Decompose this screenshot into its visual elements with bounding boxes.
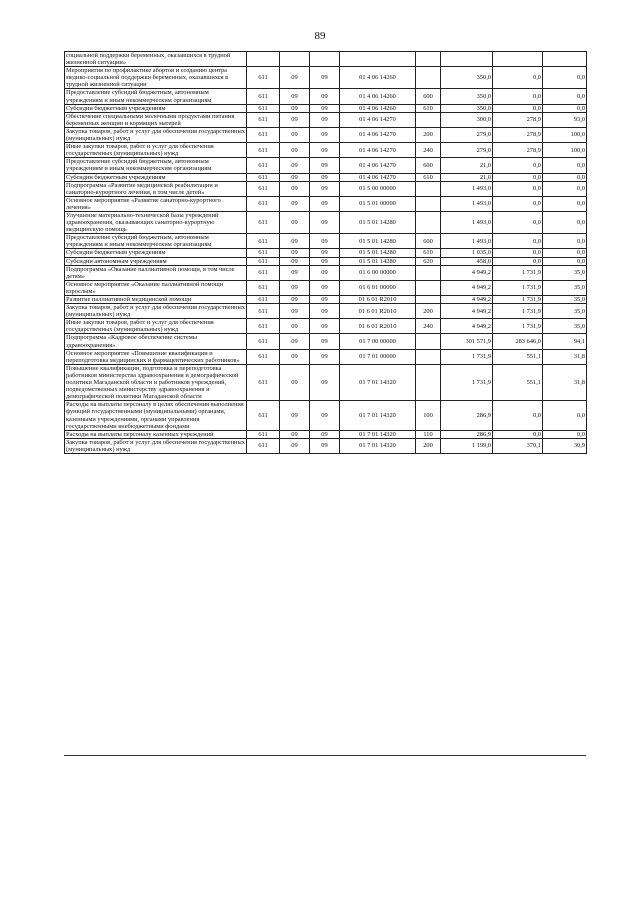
cell-name: Субсидии автономным учреждениям [65, 257, 247, 265]
cell-name: Основное мероприятие «Развитие санаторно-курортного лечения» [65, 196, 247, 211]
cell-expense-type: 200 [416, 304, 441, 319]
table-row [65, 211, 587, 233]
cell-planned-amount: 1 199,0 [441, 438, 493, 453]
cell-ministry: 611 [247, 127, 280, 142]
cell-target-code: 01 4 06 14270 [340, 127, 416, 142]
cell-expense-type: 200 [416, 127, 441, 142]
table-row [65, 430, 587, 438]
cell-section: 09 [280, 143, 310, 158]
cell-subsection: 09 [310, 67, 340, 89]
cell-execution-percent: 0,0 [543, 181, 587, 196]
cell-subsection: 09 [310, 173, 340, 181]
cell-section: 09 [280, 112, 310, 127]
cell-section: 09 [280, 104, 310, 112]
cell-planned-amount: 300,0 [441, 112, 493, 127]
cell-expense-type [416, 296, 441, 304]
cell-name: Предоставление субсидий бюджетным, автономным учреждениям и иным некоммерческим организациям [65, 158, 247, 173]
cell-execution-percent: 31,8 [543, 349, 587, 364]
cell-subsection: 09 [310, 112, 340, 127]
cell-ministry: 611 [247, 319, 280, 334]
cell-section: 09 [280, 438, 310, 453]
cell-subsection: 09 [310, 364, 340, 400]
cell-executed-amount: 278,9 [493, 112, 543, 127]
cell-expense-type: 600 [416, 158, 441, 173]
cell-subsection: 09 [310, 430, 340, 438]
cell-expense-type [416, 280, 441, 295]
cell-section: 09 [280, 304, 310, 319]
cell-target-code: 01 7 01 14320 [340, 401, 416, 430]
cell-target-code: 01 4 06 14260 [340, 89, 416, 104]
cell-section: 09 [280, 89, 310, 104]
cell-subsection: 09 [310, 89, 340, 104]
cell-planned-amount: 4 949,2 [441, 265, 493, 280]
cell-subsection: 09 [310, 296, 340, 304]
cell-section: 09 [280, 211, 310, 233]
cell-ministry: 611 [247, 211, 280, 233]
cell-subsection: 09 [310, 127, 340, 142]
table-row [65, 112, 587, 127]
cell-planned-amount: 1 493,0 [441, 196, 493, 211]
cell-name: Предоставление субсидий бюджетным, автономным учреждениям и иным некоммерческим организациям [65, 89, 247, 104]
cell-execution-percent: 0,0 [543, 430, 587, 438]
cell-expense-type [416, 181, 441, 196]
cell-ministry: 611 [247, 112, 280, 127]
cell-execution-percent: 0,0 [543, 211, 587, 233]
cell-ministry: 611 [247, 104, 280, 112]
cell-planned-amount: 1 493,0 [441, 234, 493, 249]
cell-name: Подпрограмма «Кадровое обеспечение системы здравоохранения» [65, 334, 247, 349]
cell-execution-percent: 35,0 [543, 319, 587, 334]
cell-planned-amount: 4 949,2 [441, 296, 493, 304]
cell-name: Повышение квалификации, подготовка и переподготовка работников министерства здравоохранения и демографической политики Магаданской области и работников учреждений, подведомственных министерству здравоохранения и демографической политики Магаданской области [65, 364, 247, 400]
cell-target-code: 01 4 06 14270 [340, 143, 416, 158]
cell-execution-percent: 0,0 [543, 401, 587, 430]
cell-target-code: 01 5 01 14280 [340, 211, 416, 233]
cell-subsection [310, 52, 340, 67]
cell-name: Мероприятия по профилактике абортов и созданию центра медико-социальной поддержки беременных, оказавшихся в трудной жизненной ситуации [65, 67, 247, 89]
cell-section: 09 [280, 181, 310, 196]
table-row [65, 143, 587, 158]
cell-expense-type: 610 [416, 173, 441, 181]
cell-section: 09 [280, 67, 310, 89]
cell-ministry: 611 [247, 67, 280, 89]
cell-expense-type [416, 211, 441, 233]
cell-expense-type: 240 [416, 143, 441, 158]
cell-target-code: 01 4 06 14270 [340, 173, 416, 181]
cell-ministry [247, 52, 280, 67]
cell-planned-amount: 1 731,9 [441, 364, 493, 400]
cell-subsection: 09 [310, 234, 340, 249]
table-row [65, 104, 587, 112]
cell-executed-amount: 1 731,9 [493, 296, 543, 304]
cell-execution-percent: 0,0 [543, 89, 587, 104]
cell-ministry: 611 [247, 196, 280, 211]
cell-ministry: 611 [247, 364, 280, 400]
cell-ministry: 611 [247, 304, 280, 319]
cell-expense-type [416, 67, 441, 89]
cell-name: Расходы на выплаты персоналу казенных учреждений [65, 430, 247, 438]
table-row [65, 438, 587, 453]
cell-subsection: 09 [310, 304, 340, 319]
table-row [65, 127, 587, 142]
cell-subsection: 09 [310, 349, 340, 364]
cell-section [280, 52, 310, 67]
cell-target-code: 01 7 01 00000 [340, 349, 416, 364]
cell-target-code: 01 4 06 14260 [340, 104, 416, 112]
cell-section: 09 [280, 280, 310, 295]
cell-subsection: 09 [310, 196, 340, 211]
cell-expense-type [416, 112, 441, 127]
cell-executed-amount: 0,0 [493, 196, 543, 211]
table-row [65, 158, 587, 173]
cell-target-code: 01 5 00 00000 [340, 181, 416, 196]
cell-name: Основное мероприятие «Оказание паллиативной помощи взрослым» [65, 280, 247, 295]
cell-ministry: 611 [247, 280, 280, 295]
table-row [65, 364, 587, 400]
cell-name: Улучшение материально-технической базы учреждений здравоохранения, оказывающих санаторно-курортную медицинскую помощь [65, 211, 247, 233]
cell-planned-amount: 458,0 [441, 257, 493, 265]
cell-ministry: 611 [247, 89, 280, 104]
cell-expense-type: 100 [416, 401, 441, 430]
cell-section: 09 [280, 401, 310, 430]
cell-executed-amount: 0,0 [493, 401, 543, 430]
table-row [65, 296, 587, 304]
cell-execution-percent: 0,0 [543, 234, 587, 249]
table-body [65, 52, 587, 454]
cell-ministry: 611 [247, 349, 280, 364]
cell-expense-type: 110 [416, 430, 441, 438]
cell-expense-type: 600 [416, 89, 441, 104]
cell-executed-amount: 0,0 [493, 181, 543, 196]
cell-ministry: 611 [247, 296, 280, 304]
cell-ministry: 611 [247, 143, 280, 158]
cell-target-code: 01 6 01 00000 [340, 280, 416, 295]
cell-planned-amount: 279,0 [441, 143, 493, 158]
cell-ministry: 611 [247, 265, 280, 280]
cell-executed-amount: 0,0 [493, 211, 543, 233]
cell-executed-amount: 1 731,9 [493, 319, 543, 334]
cell-name: Расходы на выплаты персоналу в целях обеспечения выполнения функций государственными (муниципальными) органами, казенными учреждениями, органами управления государственными внебюджетными фондами [65, 401, 247, 430]
cell-expense-type: 240 [416, 319, 441, 334]
cell-planned-amount: 4 949,2 [441, 319, 493, 334]
cell-planned-amount: 4 949,2 [441, 280, 493, 295]
cell-expense-type: 620 [416, 257, 441, 265]
cell-target-code: 01 5 01 14280 [340, 257, 416, 265]
cell-executed-amount: 1 731,9 [493, 304, 543, 319]
cell-target-code: 01 6 01 R2010 [340, 296, 416, 304]
table-row [65, 401, 587, 430]
cell-executed-amount: 0,0 [493, 67, 543, 89]
cell-expense-type [416, 196, 441, 211]
page-number: 89 [314, 30, 326, 42]
cell-expense-type [416, 364, 441, 400]
cell-executed-amount: 551,1 [493, 349, 543, 364]
cell-executed-amount [493, 52, 543, 67]
cell-name: Субсидии бюджетным учреждениям [65, 173, 247, 181]
cell-target-code [340, 52, 416, 67]
cell-executed-amount: 1 731,9 [493, 265, 543, 280]
cell-subsection: 09 [310, 319, 340, 334]
cell-ministry: 611 [247, 257, 280, 265]
cell-execution-percent: 0,0 [543, 67, 587, 89]
cell-executed-amount: 278,9 [493, 127, 543, 142]
cell-executed-amount: 1 731,9 [493, 280, 543, 295]
cell-planned-amount: 1 035,0 [441, 249, 493, 257]
cell-executed-amount: 0,0 [493, 173, 543, 181]
cell-subsection: 09 [310, 143, 340, 158]
cell-planned-amount: 1 493,0 [441, 181, 493, 196]
cell-target-code: 01 6 01 R2010 [340, 319, 416, 334]
table-row [65, 249, 587, 257]
cell-expense-type: 610 [416, 104, 441, 112]
cell-planned-amount: 279,0 [441, 127, 493, 142]
cell-execution-percent: 0,0 [543, 249, 587, 257]
cell-ministry: 611 [247, 430, 280, 438]
cell-target-code: 01 6 00 00000 [340, 265, 416, 280]
cell-section: 09 [280, 334, 310, 349]
cell-target-code: 01 4 06 14270 [340, 158, 416, 173]
cell-name: Иные закупки товаров, работ и услуг для обеспечения государственных (муниципальных) нужд [65, 319, 247, 334]
table-row [65, 265, 587, 280]
cell-subsection: 09 [310, 249, 340, 257]
cell-execution-percent: 0,0 [543, 173, 587, 181]
cell-target-code: 01 7 01 14320 [340, 364, 416, 400]
cell-execution-percent [543, 52, 587, 67]
cell-planned-amount: 286,9 [441, 401, 493, 430]
cell-section: 09 [280, 430, 310, 438]
cell-execution-percent: 0,0 [543, 196, 587, 211]
table-row [65, 173, 587, 181]
cell-target-code: 01 6 01 R2010 [340, 304, 416, 319]
cell-executed-amount: 0,0 [493, 104, 543, 112]
cell-name: Закупка товаров, работ и услуг для обеспечения государственных (муниципальных) нужд [66, 127, 245, 143]
cell-ministry: 611 [247, 334, 280, 349]
cell-target-code: 01 7 00 00000 [340, 334, 416, 349]
cell-name: социальной поддержки беременных, оказавшихся в трудной жизненной ситуации» [65, 52, 247, 67]
cell-name: Подпрограмма «Оказание паллиативной помощи, в том числе детям» [65, 265, 247, 280]
cell-name: Предоставление субсидий бюджетным, автономным учреждениям и иным некоммерческим организациям [65, 234, 247, 249]
cell-expense-type [416, 349, 441, 364]
cell-section: 09 [280, 158, 310, 173]
cell-execution-percent: 0,0 [543, 257, 587, 265]
table-row [65, 196, 587, 211]
cell-expense-type [416, 52, 441, 67]
footer-rule [64, 755, 586, 756]
cell-section: 09 [280, 249, 310, 257]
cell-name: Обеспечение специальными молочными продуктами питания беременных женщин и кормящих матерей [65, 112, 247, 127]
cell-target-code: 01 7 01 14320 [340, 438, 416, 453]
table-row [65, 349, 587, 364]
cell-planned-amount: 350,0 [441, 67, 493, 89]
cell-section: 09 [280, 173, 310, 181]
budget-table [64, 51, 587, 454]
cell-executed-amount: 0,0 [493, 257, 543, 265]
cell-section: 09 [280, 319, 310, 334]
cell-planned-amount: 350,0 [441, 89, 493, 104]
cell-expense-type: 600 [416, 234, 441, 249]
cell-planned-amount: 4 949,2 [441, 304, 493, 319]
cell-planned-amount [441, 52, 493, 67]
cell-target-code: 01 7 01 14320 [340, 430, 416, 438]
cell-name: Подпрограмма «Развитие медицинской реабилитации и санаторно-курортного лечения, в том числе детей» [65, 181, 247, 196]
cell-expense-type [416, 265, 441, 280]
table-row [65, 67, 587, 89]
cell-execution-percent: 35,0 [543, 296, 587, 304]
cell-name: Закупка товаров, работ и услуг для обеспечения государственных (муниципальных) нужд [66, 304, 245, 319]
cell-section: 09 [280, 364, 310, 400]
cell-execution-percent: 94,1 [543, 334, 587, 349]
cell-ministry: 611 [247, 181, 280, 196]
cell-name: Иные закупки товаров, работ и услуг для обеспечения государственных (муниципальных) нужд [65, 143, 247, 158]
cell-section: 09 [280, 265, 310, 280]
cell-ministry: 611 [247, 438, 280, 453]
cell-name: Субсидии бюджетным учреждениям [65, 104, 247, 112]
cell-subsection: 09 [310, 181, 340, 196]
cell-planned-amount: 1 731,9 [441, 349, 493, 364]
cell-execution-percent: 100,0 [543, 127, 587, 142]
cell-section: 09 [280, 349, 310, 364]
cell-executed-amount: 551,1 [493, 364, 543, 400]
table-row [65, 304, 587, 319]
cell-ministry: 611 [247, 158, 280, 173]
cell-name: Основное мероприятие «Повышение квалификации и переподготовка медицинских и фармацевтических работников» [65, 349, 247, 364]
cell-name: Субсидии бюджетным учреждениям [65, 249, 247, 257]
table-row [65, 234, 587, 249]
cell-target-code: 01 5 01 00000 [340, 196, 416, 211]
cell-execution-percent: 31,8 [543, 364, 587, 400]
cell-ministry: 611 [247, 249, 280, 257]
cell-subsection: 09 [310, 211, 340, 233]
cell-execution-percent: 35,0 [543, 280, 587, 295]
cell-planned-amount: 21,0 [441, 173, 493, 181]
cell-target-code: 01 4 06 14260 [340, 67, 416, 89]
table-row [65, 280, 587, 295]
cell-executed-amount: 278,9 [493, 143, 543, 158]
cell-planned-amount: 21,0 [441, 158, 493, 173]
cell-expense-type: 200 [416, 438, 441, 453]
cell-executed-amount: 0,0 [493, 249, 543, 257]
cell-execution-percent: 100,0 [543, 143, 587, 158]
cell-ministry: 611 [247, 401, 280, 430]
cell-executed-amount: 370,1 [493, 438, 543, 453]
cell-executed-amount: 0,0 [493, 89, 543, 104]
cell-ministry: 611 [247, 173, 280, 181]
cell-section: 09 [280, 257, 310, 265]
cell-executed-amount: 0,0 [493, 234, 543, 249]
cell-expense-type: 610 [416, 249, 441, 257]
cell-target-code: 01 5 01 14280 [340, 234, 416, 249]
cell-subsection: 09 [310, 104, 340, 112]
cell-execution-percent: 0,0 [543, 158, 587, 173]
cell-name: Закупка товаров, работ и услуг для обеспечения государственных (муниципальных) нужд [66, 438, 245, 453]
table-row [65, 319, 587, 334]
cell-target-code: 01 4 06 14270 [340, 112, 416, 127]
cell-subsection: 09 [310, 401, 340, 430]
cell-planned-amount: 286,9 [441, 430, 493, 438]
table-row [65, 257, 587, 265]
cell-subsection: 09 [310, 334, 340, 349]
cell-executed-amount: 283 646,0 [493, 334, 543, 349]
cell-section: 09 [280, 196, 310, 211]
table-row [65, 181, 587, 196]
cell-planned-amount: 350,0 [441, 104, 493, 112]
cell-target-code: 01 5 01 14280 [340, 249, 416, 257]
table-row [65, 89, 587, 104]
table-row [65, 334, 587, 349]
table-row [65, 52, 587, 67]
cell-name: Развитие паллиативной медицинской помощи [65, 296, 247, 304]
cell-execution-percent: 93,0 [543, 112, 587, 127]
cell-subsection: 09 [310, 158, 340, 173]
cell-execution-percent: 35,0 [543, 304, 587, 319]
cell-ministry: 611 [247, 234, 280, 249]
cell-executed-amount: 0,0 [493, 158, 543, 173]
cell-planned-amount: 1 493,0 [441, 211, 493, 233]
cell-subsection: 09 [310, 265, 340, 280]
cell-planned-amount: 301 571,9 [441, 334, 493, 349]
cell-section: 09 [280, 234, 310, 249]
cell-execution-percent: 0,0 [543, 104, 587, 112]
cell-subsection: 09 [310, 438, 340, 453]
cell-section: 09 [280, 127, 310, 142]
cell-subsection: 09 [310, 280, 340, 295]
cell-executed-amount: 0,0 [493, 430, 543, 438]
cell-execution-percent: 35,0 [543, 265, 587, 280]
cell-expense-type [416, 334, 441, 349]
cell-section: 09 [280, 296, 310, 304]
cell-execution-percent: 30,9 [543, 438, 587, 453]
cell-subsection: 09 [310, 257, 340, 265]
